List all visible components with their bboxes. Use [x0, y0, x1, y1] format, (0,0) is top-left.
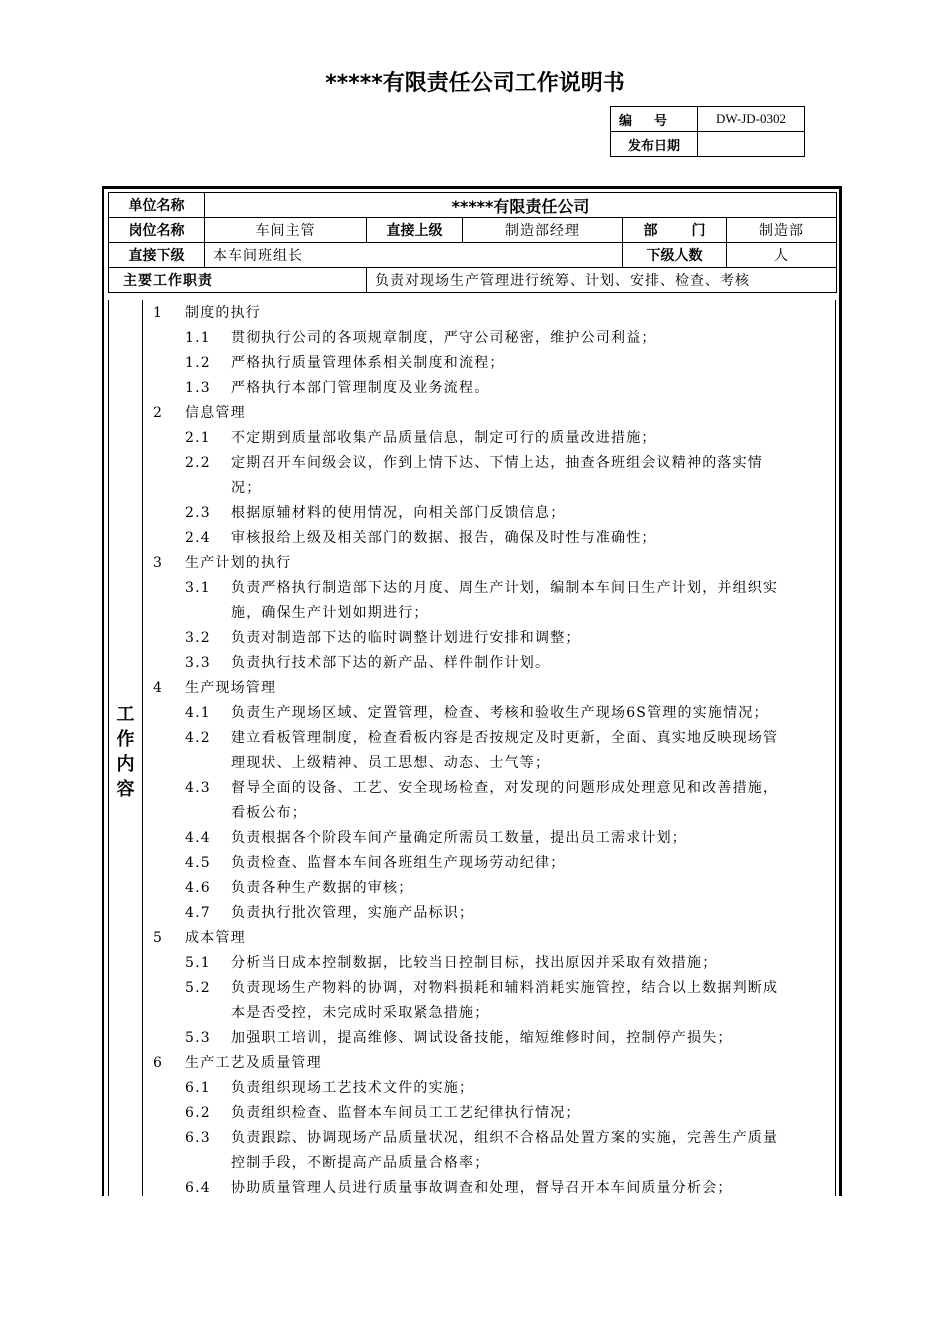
list-item-text: 负责对制造部下达的临时调整计划进行安排和调整； — [231, 630, 581, 646]
list-item-text: 审核报给上级及相关部门的数据、报告，确保及时性与准确性； — [231, 530, 657, 546]
list-item-text: 严格执行本部门管理制度及业务流程。 — [231, 380, 490, 396]
list-item-text: 负责组织现场工艺技术文件的实施； — [231, 1080, 475, 1096]
section-heading-number: 3 — [153, 555, 164, 571]
work-content-label-char: 工 — [116, 704, 135, 725]
section-heading-number: 4 — [153, 680, 164, 696]
sub-count-label: 下级人数 — [623, 243, 727, 268]
work-label-column — [109, 300, 143, 1196]
code-label-text: 编号 — [618, 113, 689, 129]
work-content-label-char: 容 — [116, 779, 135, 800]
list-item-text: 负责各种生产数据的审核； — [231, 880, 414, 896]
section-heading-text: 信息管理 — [185, 405, 246, 421]
list-item-text: 定期召开车间级会议，作到上情下达、下情上达，抽查各班组会议精神的落实情 — [231, 455, 763, 471]
work-content-area — [108, 300, 836, 1196]
position-value: 车间主管 — [205, 218, 367, 243]
subordinate-value: 本车间班组长 — [205, 243, 623, 268]
superior-label: 直接上级 — [367, 218, 463, 243]
list-item-number: 4.4 — [185, 830, 211, 846]
list-item-text: 严格执行质量管理体系相关制度和流程； — [231, 355, 505, 371]
duty-label-text: 主要工作职责 — [123, 273, 213, 289]
section-heading-number: 1 — [153, 305, 164, 321]
list-item-number: 3.1 — [185, 580, 211, 596]
list-item-number: 4.5 — [185, 855, 211, 871]
unit-value: *****有限责任公司 — [205, 193, 837, 218]
section-heading-number: 2 — [153, 405, 164, 421]
list-item-number: 4.3 — [185, 780, 211, 796]
header-table — [108, 192, 837, 293]
list-item-number: 6.1 — [185, 1080, 211, 1096]
section-heading-text: 生产工艺及质量管理 — [185, 1055, 322, 1071]
list-item-text: 况； — [231, 480, 262, 496]
list-item-number: 4.2 — [185, 730, 211, 746]
section-heading-text: 成本管理 — [185, 930, 246, 946]
list-item-text: 看板公布； — [231, 805, 307, 821]
work-content-label-char: 作 — [116, 729, 135, 750]
duty-label — [109, 268, 367, 293]
list-item-number: 3.3 — [185, 655, 211, 671]
list-item-number: 2.4 — [185, 530, 211, 546]
list-item-text: 施，确保生产计划如期进行； — [231, 605, 429, 621]
list-item-number: 2.1 — [185, 430, 211, 446]
section-heading-number: 5 — [153, 930, 164, 946]
list-item-number: 6.4 — [185, 1180, 211, 1196]
list-item-text: 负责执行技术部下达的新产品、样件制作计划。 — [231, 655, 551, 671]
list-item-text: 控制手段，不断提高产品质量合格率； — [231, 1155, 490, 1171]
page-title: *****有限责任公司工作说明书 — [325, 71, 625, 96]
list-item-text: 负责现场生产物料的协调，对物料损耗和辅料消耗实施管控，结合以上数据判断成 — [231, 980, 779, 996]
section-heading-text: 生产现场管理 — [185, 680, 277, 696]
list-item-number: 5.1 — [185, 955, 211, 971]
code-value: DW-JD-0302 — [698, 107, 805, 132]
list-item-text: 不定期到质量部收集产品质量信息，制定可行的质量改进措施； — [231, 430, 657, 446]
list-item-text: 负责执行批次管理，实施产品标识； — [231, 905, 475, 921]
list-item-number: 4.1 — [185, 705, 211, 721]
date-value — [698, 132, 805, 157]
dept-value: 制造部 — [727, 218, 837, 243]
list-item-text: 负责生产现场区域、定置管理，检查、考核和验收生产现场6S管理的实施情况； — [231, 705, 769, 721]
list-item-number: 4.6 — [185, 880, 211, 896]
list-item-number: 2.3 — [185, 505, 211, 521]
code-label — [611, 107, 698, 132]
list-item-text: 贯彻执行公司的各项规章制度，严守公司秘密，维护公司利益； — [231, 330, 657, 346]
list-item-text: 建立看板管理制度，检查看板内容是否按规定及时更新，全面、真实地反映现场管 — [231, 730, 779, 746]
dept-label-text: 部门 — [643, 223, 740, 239]
list-item-text: 根据原辅材料的使用情况，向相关部门反馈信息； — [231, 505, 566, 521]
section-heading-number: 6 — [153, 1055, 164, 1071]
list-item-text: 本是否受控，未完成时采取紧急措施； — [231, 1005, 490, 1021]
superior-value: 制造部经理 — [463, 218, 623, 243]
date-label: 发布日期 — [611, 132, 698, 157]
list-item-number: 1.2 — [185, 355, 211, 371]
list-item-text: 负责跟踪、协调现场产品质量状况，组织不合格品处置方案的实施，完善生产质量 — [231, 1130, 779, 1146]
list-item-text: 负责组织检查、监督本车间员工工艺纪律执行情况； — [231, 1105, 581, 1121]
list-item-text: 分析当日成本控制数据，比较当日控制目标，找出原因并采取有效措施； — [231, 955, 718, 971]
list-item-number: 5.3 — [185, 1030, 211, 1046]
work-content-label-char: 内 — [116, 754, 135, 775]
duty-value: 负责对现场生产管理进行统筹、计划、安排、检查、考核 — [367, 268, 837, 293]
list-item-text: 负责根据各个阶段车间产量确定所需员工数量，提出员工需求计划； — [231, 830, 687, 846]
list-item-text: 加强职工培训，提高维修、调试设备技能，缩短维修时间，控制停产损失； — [231, 1030, 733, 1046]
list-item-text: 协助质量管理人员进行质量事故调查和处理，督导召开本车间质量分析会； — [231, 1180, 733, 1196]
list-item-number: 5.2 — [185, 980, 211, 996]
list-item-text: 督导全面的设备、工艺、安全现场检查，对发现的问题形成处理意见和改善措施， — [231, 780, 779, 796]
list-item-number: 2.2 — [185, 455, 211, 471]
list-item-number: 6.3 — [185, 1130, 211, 1146]
section-heading-text: 制度的执行 — [185, 305, 261, 321]
list-item-number: 1.1 — [185, 330, 211, 346]
sub-count-value: 人 — [727, 243, 837, 268]
list-item-number: 4.7 — [185, 905, 211, 921]
position-label: 岗位名称 — [109, 218, 205, 243]
subordinate-label: 直接下级 — [109, 243, 205, 268]
list-item-text: 理现状、上级精神、员工思想、动态、士气等； — [231, 755, 551, 771]
list-item-number: 1.3 — [185, 380, 211, 396]
list-item-number: 6.2 — [185, 1105, 211, 1121]
list-item-text: 负责严格执行制造部下达的月度、周生产计划，编制本车间日生产计划，并组织实 — [231, 580, 779, 596]
list-item-text: 负责检查、监督本车间各班组生产现场劳动纪律； — [231, 855, 566, 871]
dept-label — [623, 218, 740, 243]
section-heading-text: 生产计划的执行 — [185, 555, 292, 571]
work-content-label — [109, 702, 142, 802]
list-item-number: 3.2 — [185, 630, 211, 646]
document-meta-table — [610, 106, 805, 157]
unit-label: 单位名称 — [109, 193, 205, 218]
